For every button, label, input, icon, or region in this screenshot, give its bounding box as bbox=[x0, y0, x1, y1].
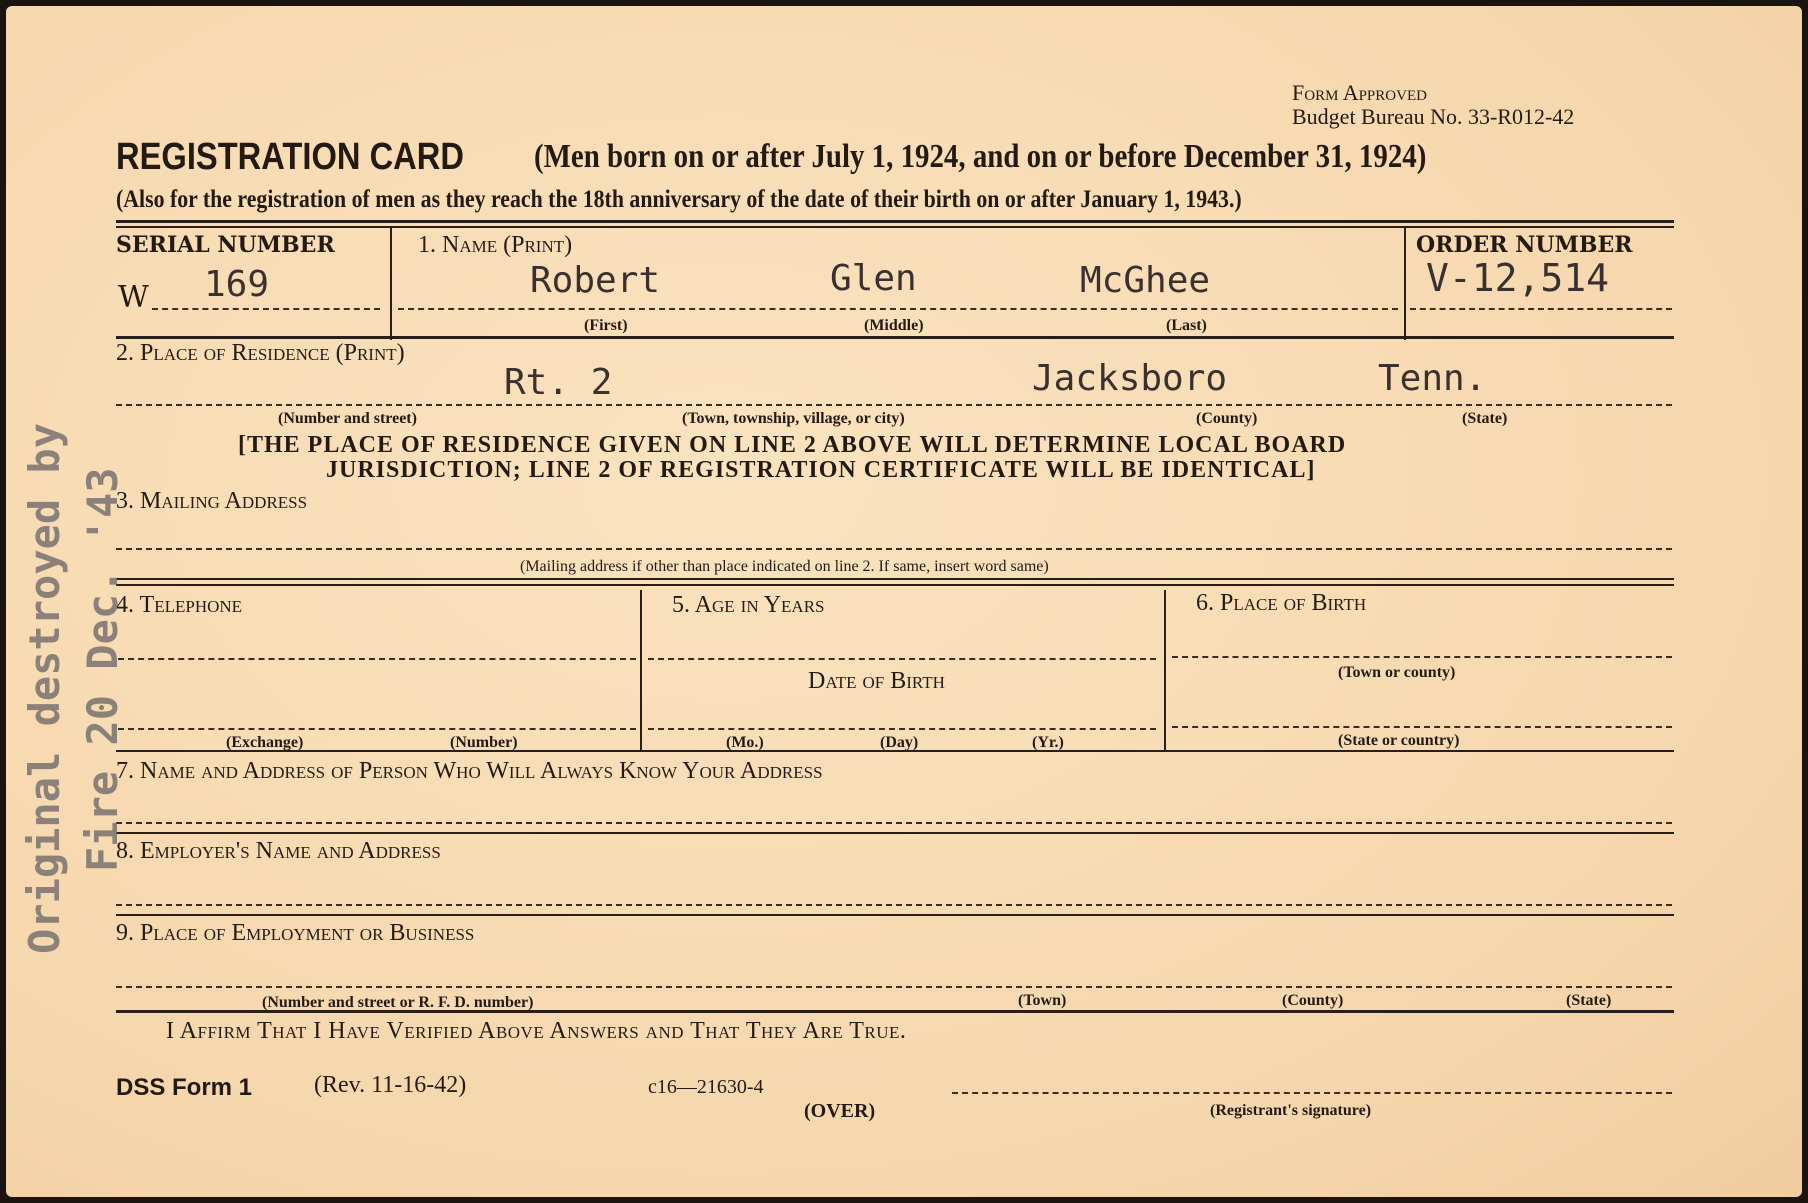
residence-county-caption: (County) bbox=[1196, 410, 1258, 427]
name-first-caption: (First) bbox=[584, 317, 628, 334]
budget-bureau: Budget Bureau No. 33-R012-42 bbox=[1292, 104, 1575, 129]
dob-label: Date of Birth bbox=[808, 668, 945, 694]
page-title: REGISTRATION CARD bbox=[116, 136, 464, 178]
birthplace-town-caption: (Town or county) bbox=[1338, 664, 1456, 681]
person-label: 7. Name and Address of Person Who Will Always Know Your Address bbox=[116, 758, 823, 784]
employment-label: 9. Place of Employment or Business bbox=[116, 920, 475, 946]
residence-state: Tenn. bbox=[1378, 358, 1487, 399]
name-label: 1. Name (Print) bbox=[418, 232, 573, 258]
name-middle-caption: (Middle) bbox=[864, 317, 924, 334]
title-subtitle: (Men born on or after July 1, 1924, and on or before December 31, 1924) bbox=[534, 138, 1427, 175]
name-first: Robert bbox=[530, 260, 661, 301]
also-line: (Also for the registration of men as they reach the 18th anniversary of the date of their birth on or after January 1, 1943.) bbox=[116, 186, 1242, 213]
residence-county: Jacksboro bbox=[1032, 358, 1228, 399]
telephone-number-caption: (Number) bbox=[450, 734, 518, 751]
over-label: (OVER) bbox=[804, 1100, 876, 1122]
employment-state-caption: (State) bbox=[1566, 992, 1612, 1009]
form-revision: (Rev. 11-16-42) bbox=[314, 1072, 467, 1098]
notice-line-2: JURISDICTION; LINE 2 OF REGISTRATION CERTIFICATE WILL BE IDENTICAL] bbox=[326, 457, 1316, 483]
signature-caption: (Registrant's signature) bbox=[1210, 1102, 1372, 1119]
print-code: c16—21630-4 bbox=[648, 1076, 764, 1098]
employment-street-caption: (Number and street or R. F. D. number) bbox=[262, 994, 534, 1011]
serial-number-label: SERIAL NUMBER bbox=[116, 232, 335, 258]
name-last-caption: (Last) bbox=[1166, 317, 1207, 334]
residence-label: 2. Place of Residence (Print) bbox=[116, 340, 405, 366]
name-middle: Glen bbox=[830, 258, 917, 299]
telephone-exchange-caption: (Exchange) bbox=[226, 734, 304, 751]
name-last: McGhee bbox=[1080, 260, 1211, 301]
form-number: DSS Form 1 bbox=[116, 1074, 253, 1101]
residence-street-caption: (Number and street) bbox=[278, 410, 417, 427]
form-approved: Form Approved bbox=[1292, 80, 1427, 105]
mailing-note: (Mailing address if other than place indicated on line 2. If same, insert word same) bbox=[520, 558, 1049, 575]
dob-month-caption: (Mo.) bbox=[726, 734, 764, 751]
birthplace-label: 6. Place of Birth bbox=[1196, 590, 1367, 616]
destroyed-stamp-line-2: Fire 20 Dec. '43 bbox=[78, 467, 127, 872]
destroyed-stamp-line-1: Original destroyed by bbox=[20, 422, 69, 954]
employer-label: 8. Employer's Name and Address bbox=[116, 838, 441, 864]
birthplace-state-caption: (State or country) bbox=[1338, 732, 1460, 749]
order-number-value: V-12,514 bbox=[1426, 256, 1610, 300]
employment-town-caption: (Town) bbox=[1018, 992, 1067, 1009]
residence-town-caption: (Town, township, village, or city) bbox=[682, 410, 905, 427]
telephone-label: 4. Telephone bbox=[116, 592, 243, 618]
residence-street: Rt. 2 bbox=[504, 362, 613, 403]
serial-prefix: W bbox=[118, 280, 149, 315]
dob-day-caption: (Day) bbox=[880, 734, 919, 751]
registration-card bbox=[6, 6, 1802, 1197]
dob-year-caption: (Yr.) bbox=[1032, 734, 1064, 751]
order-number-label: ORDER NUMBER bbox=[1416, 232, 1633, 258]
serial-number-value: 169 bbox=[204, 264, 270, 305]
residence-state-caption: (State) bbox=[1462, 410, 1508, 427]
notice-line-1: [THE PLACE OF RESIDENCE GIVEN ON LINE 2 ABOVE WILL DETERMINE LOCAL BOARD bbox=[238, 432, 1347, 458]
affirmation: I Affirm That I Have Verified Above Answers and That They Are True. bbox=[166, 1018, 907, 1044]
age-label: 5. Age in Years bbox=[672, 592, 825, 618]
employment-county-caption: (County) bbox=[1282, 992, 1344, 1009]
mailing-label: 3. Mailing Address bbox=[116, 488, 308, 514]
